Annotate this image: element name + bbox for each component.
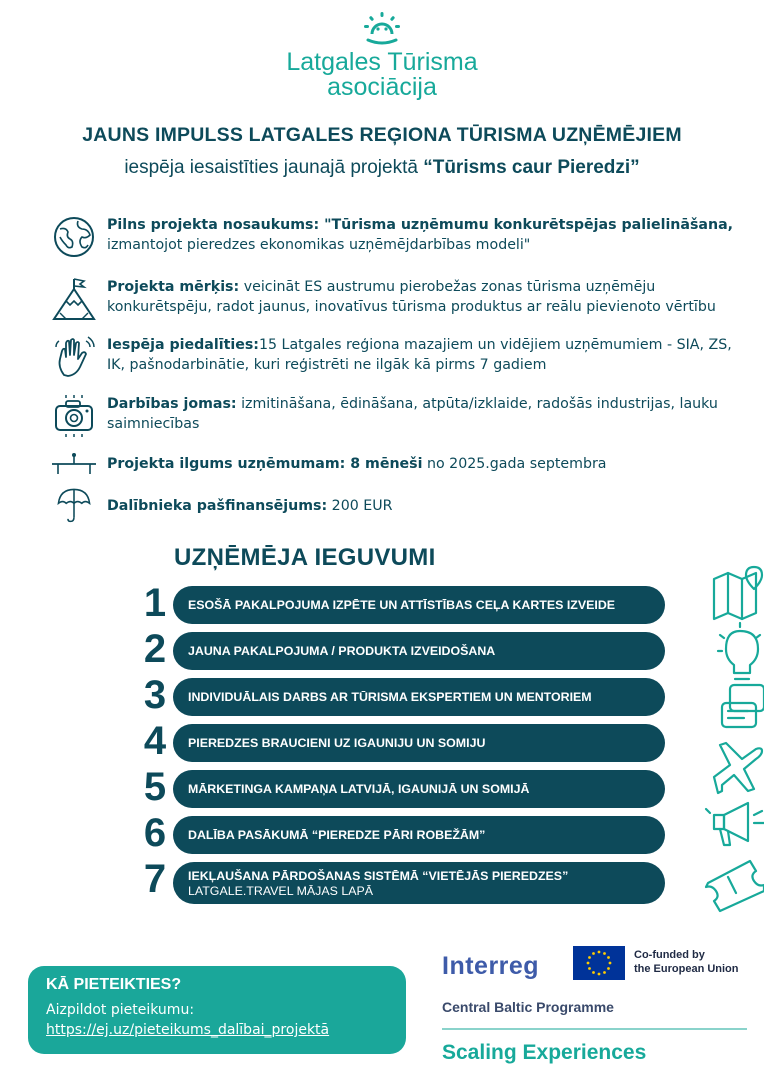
benefit-number: 4 [143,719,167,763]
airplane-icon [714,743,762,793]
info-label: Darbības jomas: [107,396,237,412]
camera-icon [52,394,96,438]
info-label: Projekta ilgums uzņēmumam: 8 mēneši [107,456,423,472]
info-label: Iespēja piedalīties: [107,337,259,353]
benefits-title: UZŅĒMĒJA IEGUVUMI [174,544,436,571]
benefit-number: 1 [143,581,167,625]
project-name: “Tūrisms caur Pieredzi” [423,157,640,178]
benefit-text: MĀRKETINGA KAMPAŅA LATVIJĀ, IGAUNIJĀ UN SOMIJĀ [188,782,530,796]
benefit-pill [173,770,665,808]
subtitle-prefix: iespēja iesaistīties jaunajā projektā [124,157,424,178]
benefit-number: 3 [143,673,167,717]
megaphone-icon [706,803,764,845]
benefit-pill [173,632,665,670]
benefit-text: DALĪBA PASĀKUMĀ “PIEREDZE PĀRI ROBEŽĀM” [188,828,486,842]
benefit-text: JAUNA PAKALPOJUMA / PRODUKTA IZVEIDOŠANA [188,644,496,658]
benefit-pill [173,862,665,904]
umbrella-icon [52,486,96,524]
apply-box [28,966,406,1054]
info-label: Projekta mērķis: [107,279,240,295]
cofunded-label [634,948,739,976]
timeline-icon [52,452,96,476]
benefit-pill [173,724,665,762]
info-text: 15 Latgales reģiona mazajiem un vidējiem uzņēmumiem - SIA, ZS, IK, pašnodarbinātie, kuri reģistrēti ne ilgāk kā pirms 7 gadiem [107,337,732,373]
page-title: JAUNS IMPULSS LATGALES REĢIONA TŪRISMA UZŅĒMĒJIEM [82,124,682,146]
globe-icon [52,215,96,259]
eu-flag-icon [573,946,625,980]
benefit-number: 7 [143,857,167,901]
interreg-logo: Interreg [442,952,540,980]
benefit-number: 2 [143,627,167,671]
benefit-number: 5 [143,765,167,809]
info-label: Dalībnieka pašfinansējums: [107,498,328,514]
info-text: 200 EUR [327,498,393,514]
divider [442,1028,747,1030]
hand-wave-icon [52,335,96,379]
sun-smile-icon [362,12,402,46]
benefit-pill [173,586,665,624]
benefit-number: 6 [143,811,167,855]
programme-name: Central Baltic Programme [442,999,614,1015]
subtitle [0,157,764,179]
benefit-pill [173,816,665,854]
benefit-subtext: LATGALE.TRAVEL MĀJAS LAPĀ [188,883,374,898]
benefit-text: INDIVIDUĀLAIS DARBS AR TŪRISMA EKSPERTIEM UN MENTORIEM [188,690,592,704]
decorative-travel-icons [700,565,764,925]
cofunded-line2: the European Union [634,963,739,975]
benefit-text: PIEREDZES BRAUCIENI UZ IGAUNIJU UN SOMIJU [188,736,486,750]
logo-line1: Latgales Tūrisma [286,48,478,76]
info-text: izmantojot pieredzes ekonomikas uzņēmējdarbības modeli" [107,237,531,253]
apply-title: KĀ PIETEIKTIES? [46,976,182,993]
apply-description: Aizpildot pieteikumu: [46,1002,195,1018]
map-pin-icon [714,567,762,619]
apply-link[interactable]: https://ej.uz/pieteikums_dalībai_projektā [46,1022,330,1038]
benefit-text: IEKĻAUŠANA PĀRDOŠANAS SISTĒMĀ “VIETĒJĀS PIEREDZES” [188,868,569,883]
ticket-icon [706,861,764,911]
info-text: veicināt ES austrumu pierobežas zonas tūrisma uzņēmēju konkurētspēju, radot jaunus, inovatīvus tūrisma produktus ar reālu pievienoto vērtību [107,279,716,315]
info-text: no 2025.gada septembra [422,456,607,472]
logo [0,12,764,100]
benefit-text: ESOŠĀ PAKALPOJUMA IZPĒTE UN ATTĪSTĪBAS CEĻA KARTES IZVEIDE [188,598,616,612]
info-label: Pilns projekta nosaukums: "Tūrisma uzņēmumu konkurētspējas palielināšana, [107,217,734,233]
cofunded-line1: Co-funded by [634,949,705,961]
mountain-flag-icon [52,277,96,321]
logo-line2: asociācija [327,73,437,101]
project-brand: Scaling Experiences [442,1041,647,1064]
chat-bubble-icon [722,685,764,727]
info-text: izmitināšana, ēdināšana, atpūta/izklaide, radošās industrijas, lauku saimniecības [107,396,718,432]
light-bulb-icon [718,623,760,679]
benefit-pill [173,678,665,716]
